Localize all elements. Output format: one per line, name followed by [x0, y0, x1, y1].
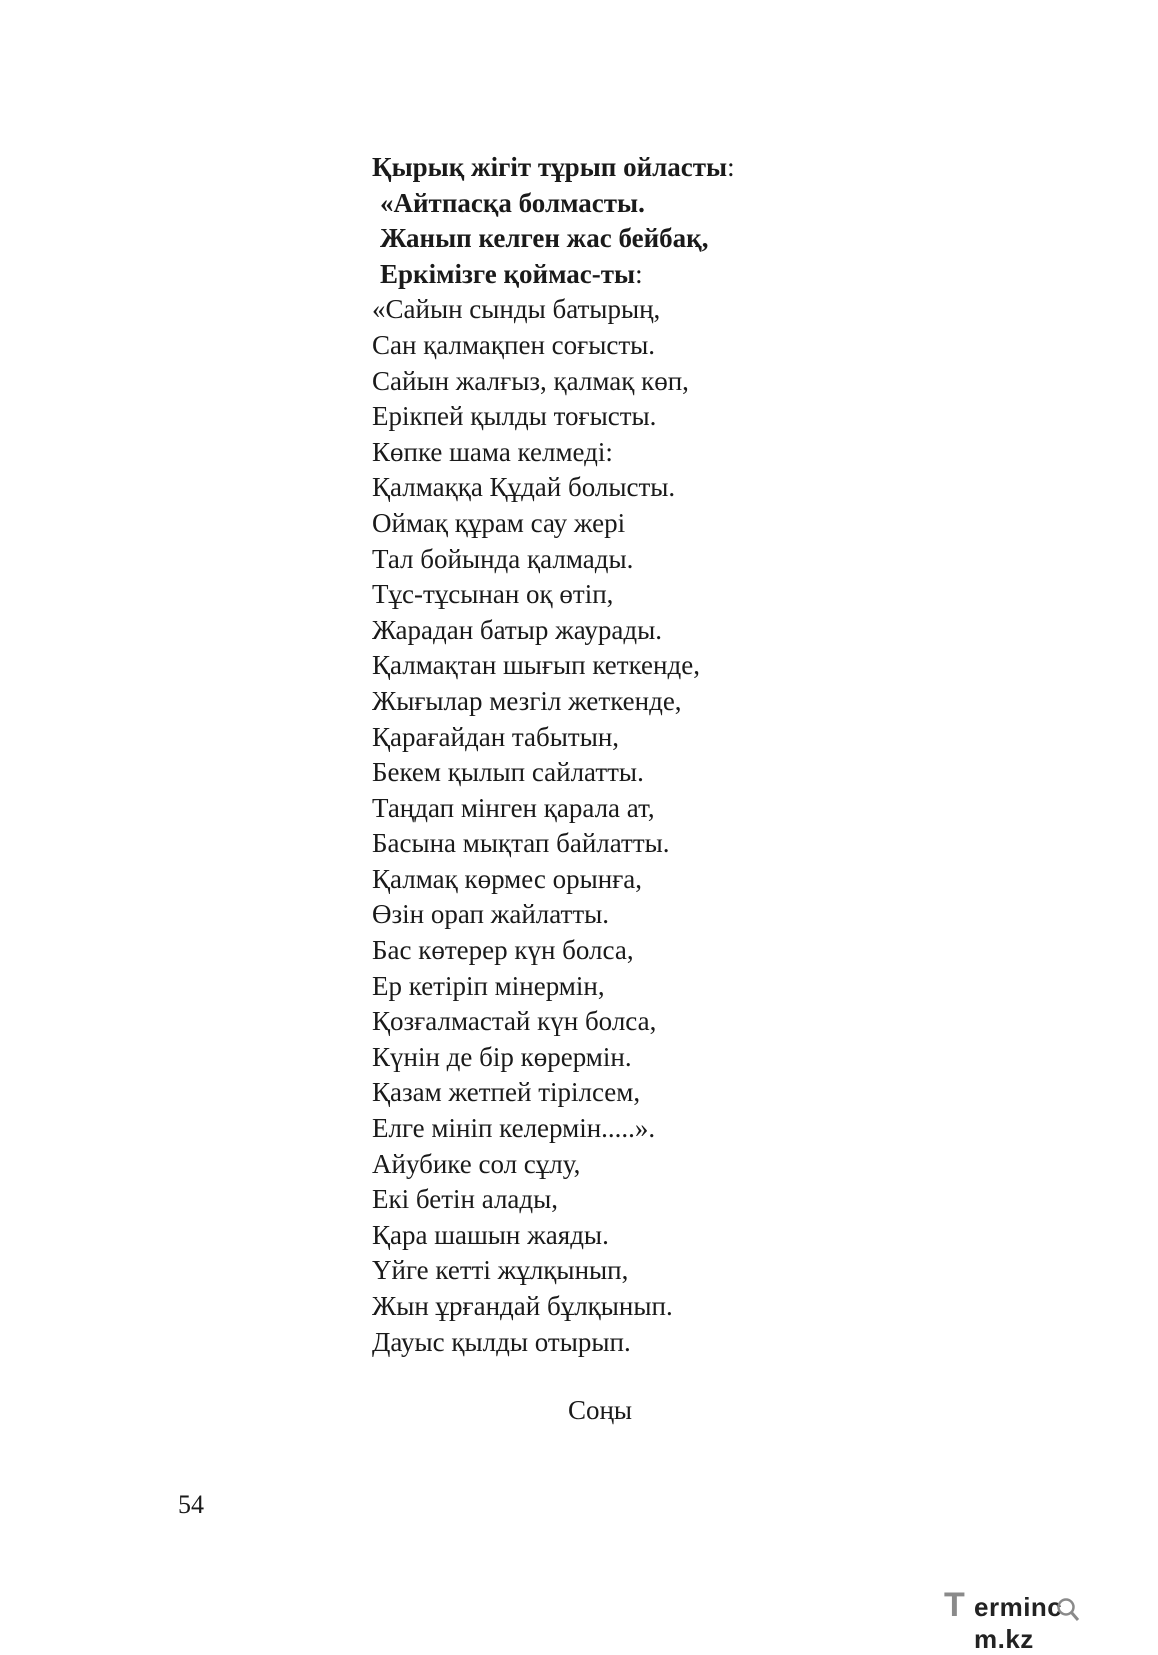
poem-line [372, 684, 932, 720]
poem-line [372, 435, 932, 471]
poem-line [372, 791, 932, 827]
poem-line-text: Қалмаққа Құдай болысты. [372, 472, 676, 503]
poem-line-text: Өзін орап жайлатты. [372, 899, 610, 930]
poem-line-text: Үйге кетті жұлқынып, [372, 1255, 629, 1286]
poem-line-text: Қалмақтан шығып кеткенде, [372, 650, 700, 681]
poem-line-text: Елге мініп келермін.....». [372, 1113, 656, 1144]
poem-line [372, 933, 932, 969]
magnifier-icon [1056, 1597, 1080, 1623]
poem-line [372, 399, 932, 435]
poem-line-text: Қырық жігіт тұрып ойласты [372, 152, 728, 182]
poem-line [372, 577, 932, 613]
poem-line-text: «Сайын сынды батырың, [372, 294, 661, 325]
poem-line-text: Қарағайдан табытын, [372, 721, 620, 752]
poem-line-text: Дауыс қылды отырып. [372, 1326, 631, 1357]
poem-text [372, 150, 932, 1360]
poem-line-text: Қазам жетпей тірілсем, [372, 1077, 641, 1108]
poem-line [372, 1253, 932, 1289]
poem-line [372, 755, 932, 791]
poem-line-punctuation: : [727, 152, 735, 182]
poem-line [372, 470, 932, 506]
poem-line [372, 1147, 932, 1183]
poem-line-text: Бекем қылып сайлатты. [372, 757, 644, 788]
poem-line [372, 1325, 932, 1361]
poem-line [372, 613, 932, 649]
poem-line [372, 862, 932, 898]
poem-line-text: Сан қалмақпен соғысты. [372, 329, 656, 360]
ending-label: Соңы [567, 1395, 633, 1425]
poem-line-text: Жарадан батыр жаурады. [372, 614, 662, 645]
site-watermark [944, 1585, 1144, 1654]
poem-line-text: Жығылар мезгіл жеткенде, [372, 685, 682, 716]
poem-line [372, 506, 932, 542]
poem-line-text: Көпке шама келмеді: [372, 436, 613, 467]
poem-line [372, 720, 932, 756]
poem-line-text: Тұс-тұсынан оқ өтіп, [372, 579, 614, 610]
poem-line [372, 542, 932, 578]
poem-line-text: Ерікпей қылды тоғысты. [372, 401, 657, 432]
poem-line [372, 257, 932, 293]
watermark-text: ermincm.kz [974, 1592, 1063, 1654]
poem-line-text: Жын ұрғандай бұлқынып. [372, 1291, 673, 1321]
poem-line [372, 221, 932, 257]
poem-line [372, 648, 932, 684]
poem-line-punctuation: : [635, 258, 643, 289]
poem-line-text: Сайын жалғыз, қалмақ көп, [372, 365, 689, 396]
watermark-letter-t: T [944, 1586, 965, 1624]
poem-line-text: Еркімізге қоймас-ты [380, 258, 636, 289]
poem-line-text: Оймақ құрам сау жері [372, 507, 626, 538]
poem-line-text: Қалмақ көрмес орынға, [372, 863, 643, 894]
poem-line [372, 897, 932, 933]
poem-line [372, 1040, 932, 1076]
poem-line-text: Ер кетіріп мінермін, [372, 970, 605, 1001]
poem-line-text: Күнін де бір көрермін. [372, 1041, 632, 1072]
poem-line-text: Бас көтерер күн болса, [372, 935, 634, 966]
poem-line [372, 1218, 932, 1254]
poem-line [372, 328, 932, 364]
poem-line-text: «Айтпасқа болмасты. [380, 187, 645, 218]
poem-line [372, 1182, 932, 1218]
poem-line-text: Қозғалмастай күн болса, [372, 1006, 657, 1037]
poem-line-text: Тал бойында қалмады. [372, 543, 634, 574]
poem-line [372, 826, 932, 862]
poem-line [372, 186, 932, 222]
poem-line [372, 364, 932, 400]
poem-line [372, 150, 932, 186]
poem-line [372, 1289, 932, 1325]
poem-line-text: Басына мықтап байлатты. [372, 828, 670, 859]
poem-line-text: Екі бетін алады, [372, 1184, 559, 1215]
poem-line [372, 969, 932, 1005]
page-number: 54 [178, 1490, 204, 1519]
poem-line [372, 1111, 932, 1147]
poem-line-text: Айубике сол сұлу, [372, 1148, 581, 1179]
poem-line [372, 1075, 932, 1111]
poem-line [372, 292, 932, 328]
poem-line-text: Таңдап мінген қарала ат, [372, 792, 655, 823]
poem-line-text: Жанып келген жас бейбақ, [380, 223, 709, 254]
poem-line-text: Қара шашын жаяды. [372, 1219, 609, 1250]
poem-line [372, 1004, 932, 1040]
